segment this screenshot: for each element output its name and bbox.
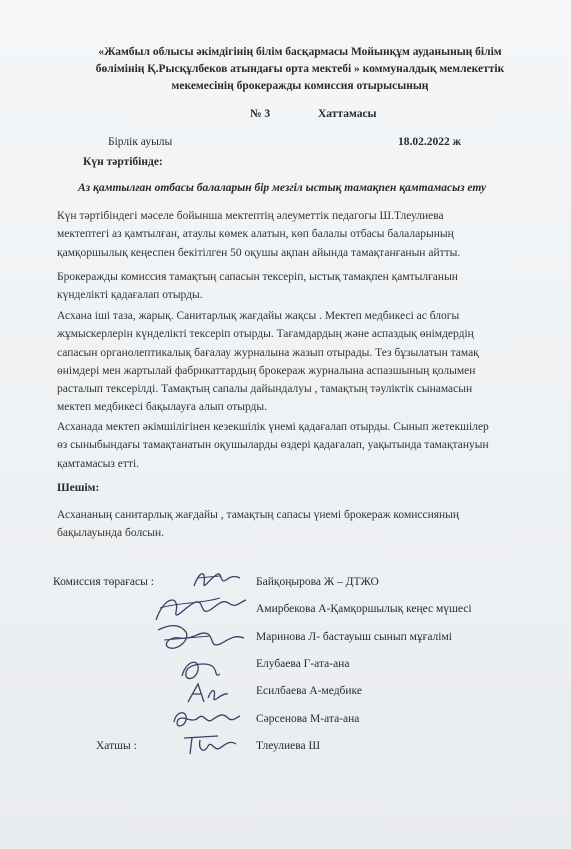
secretary-label: Хатшы : xyxy=(96,740,137,752)
text-line: бақылауында болсын. xyxy=(57,527,165,540)
chair-label: Комиссия төрағасы : xyxy=(53,576,154,588)
document-date: 18.02.2022 ж xyxy=(398,136,461,148)
protocol-number: № 3 xyxy=(250,108,271,120)
document-header xyxy=(60,44,540,95)
text-line: мектеп медбикесі бақылауға алып отырды. xyxy=(57,401,268,414)
text-line: өнімдері мен жартылай фабрикаттардың брокераж журналына аспазшының қолымен xyxy=(57,364,476,377)
header-line-2: бөлімінің Қ.Рысқұлбеков атындағы орта мектебі » коммуналдық мемлекеттік xyxy=(95,63,505,75)
signatory-name: Сәрсенова М-ата-ана xyxy=(256,713,360,725)
header-line-1: «Жамбыл облысы әкімдігінің білім басқармасы Мойынқұм ауданының білім xyxy=(98,46,502,58)
protocol-title: Хаттамасы xyxy=(318,108,377,120)
agenda-label: Күн тәртібінде: xyxy=(83,156,163,168)
text-line: Күн тәртібіндегі мәселе бойынша мектептің әлеуметтік педагогы Ш.Тлеулиева xyxy=(57,210,444,222)
text-line: Асханада мектеп әкімшілігінен кезекшілік үнемі қадағалап отырды. Сынып жетекшілер xyxy=(57,421,489,433)
handwritten-signature xyxy=(178,730,242,760)
text-line: қамтамасыз етті. xyxy=(57,457,140,470)
text-line: расталып тексерілді. Тамақтың сапалы дайындалуы , тамақтың тәуліктік сынамасын xyxy=(57,383,473,396)
signatory-name: Байқоңырова Ж – ДТЖО xyxy=(256,576,379,588)
paragraph-1 xyxy=(57,207,543,262)
signatory-name: Тлеулиева Ш xyxy=(256,740,321,752)
agenda-item: Аз қамтылған отбасы балаларын бір мезгіл ыстық тамақпен қамтамасыз ету xyxy=(78,182,487,194)
paragraph-4 xyxy=(57,418,543,473)
signatory-name: Елубаева Г-ата-ана xyxy=(256,658,350,670)
decision-label: Шешім: xyxy=(57,482,100,494)
decision-text xyxy=(57,506,543,543)
place-name: Бірлік ауылы xyxy=(108,136,173,148)
text-line: күнделікті қадағалап отырды. xyxy=(57,289,203,302)
text-line: Брокеражды комиссия тамақтың сапасын тексеріп, ыстық тамақпен қамтылғанын xyxy=(57,271,458,283)
signatory-name: Есилбаева А-медбике xyxy=(256,685,362,697)
text-line: сапасын органолептикалық бағалау журналына жазып отырады. Тез бұзылатын тамақ xyxy=(57,346,479,359)
text-line: қамқоршылық кеңеспен бекітілген 50 оқушы ақпан айында тамақтанғанын айтты. xyxy=(57,246,461,259)
header-line-3: мекемесінің брокеражды комиссия отырысының xyxy=(171,80,429,92)
text-line: Асхананың санитарлық жағдайы , тамақтың сапасы үнемі брокераж комиссияның xyxy=(57,509,460,521)
text-line: Асхана іші таза, жарық. Санитарлық жағдайы жақсы . Мектеп медбикесі ас блогы xyxy=(57,310,460,322)
paragraph-3 xyxy=(57,307,543,417)
paragraph-2 xyxy=(57,268,543,305)
signatory-name: Маринова Л- бастауыш сынып мұғалімі xyxy=(256,631,452,643)
signatory-name: Амирбекова А-Қамқоршылық кеңес мүшесі xyxy=(256,603,472,615)
text-line: мектептегі аз қамтылған, атаулы көмек алатын, көп балалы отбасы балаларының xyxy=(57,228,454,241)
text-line: жұмыскерлерін күнделікті тексеріп отырды. Тағамдардың және аспаздық өнімдердің xyxy=(57,328,474,341)
text-line: өз сыныбындағы тамақтанатын оқушыларды өздері қадағалап, уақытында тамақтануын xyxy=(57,439,489,452)
